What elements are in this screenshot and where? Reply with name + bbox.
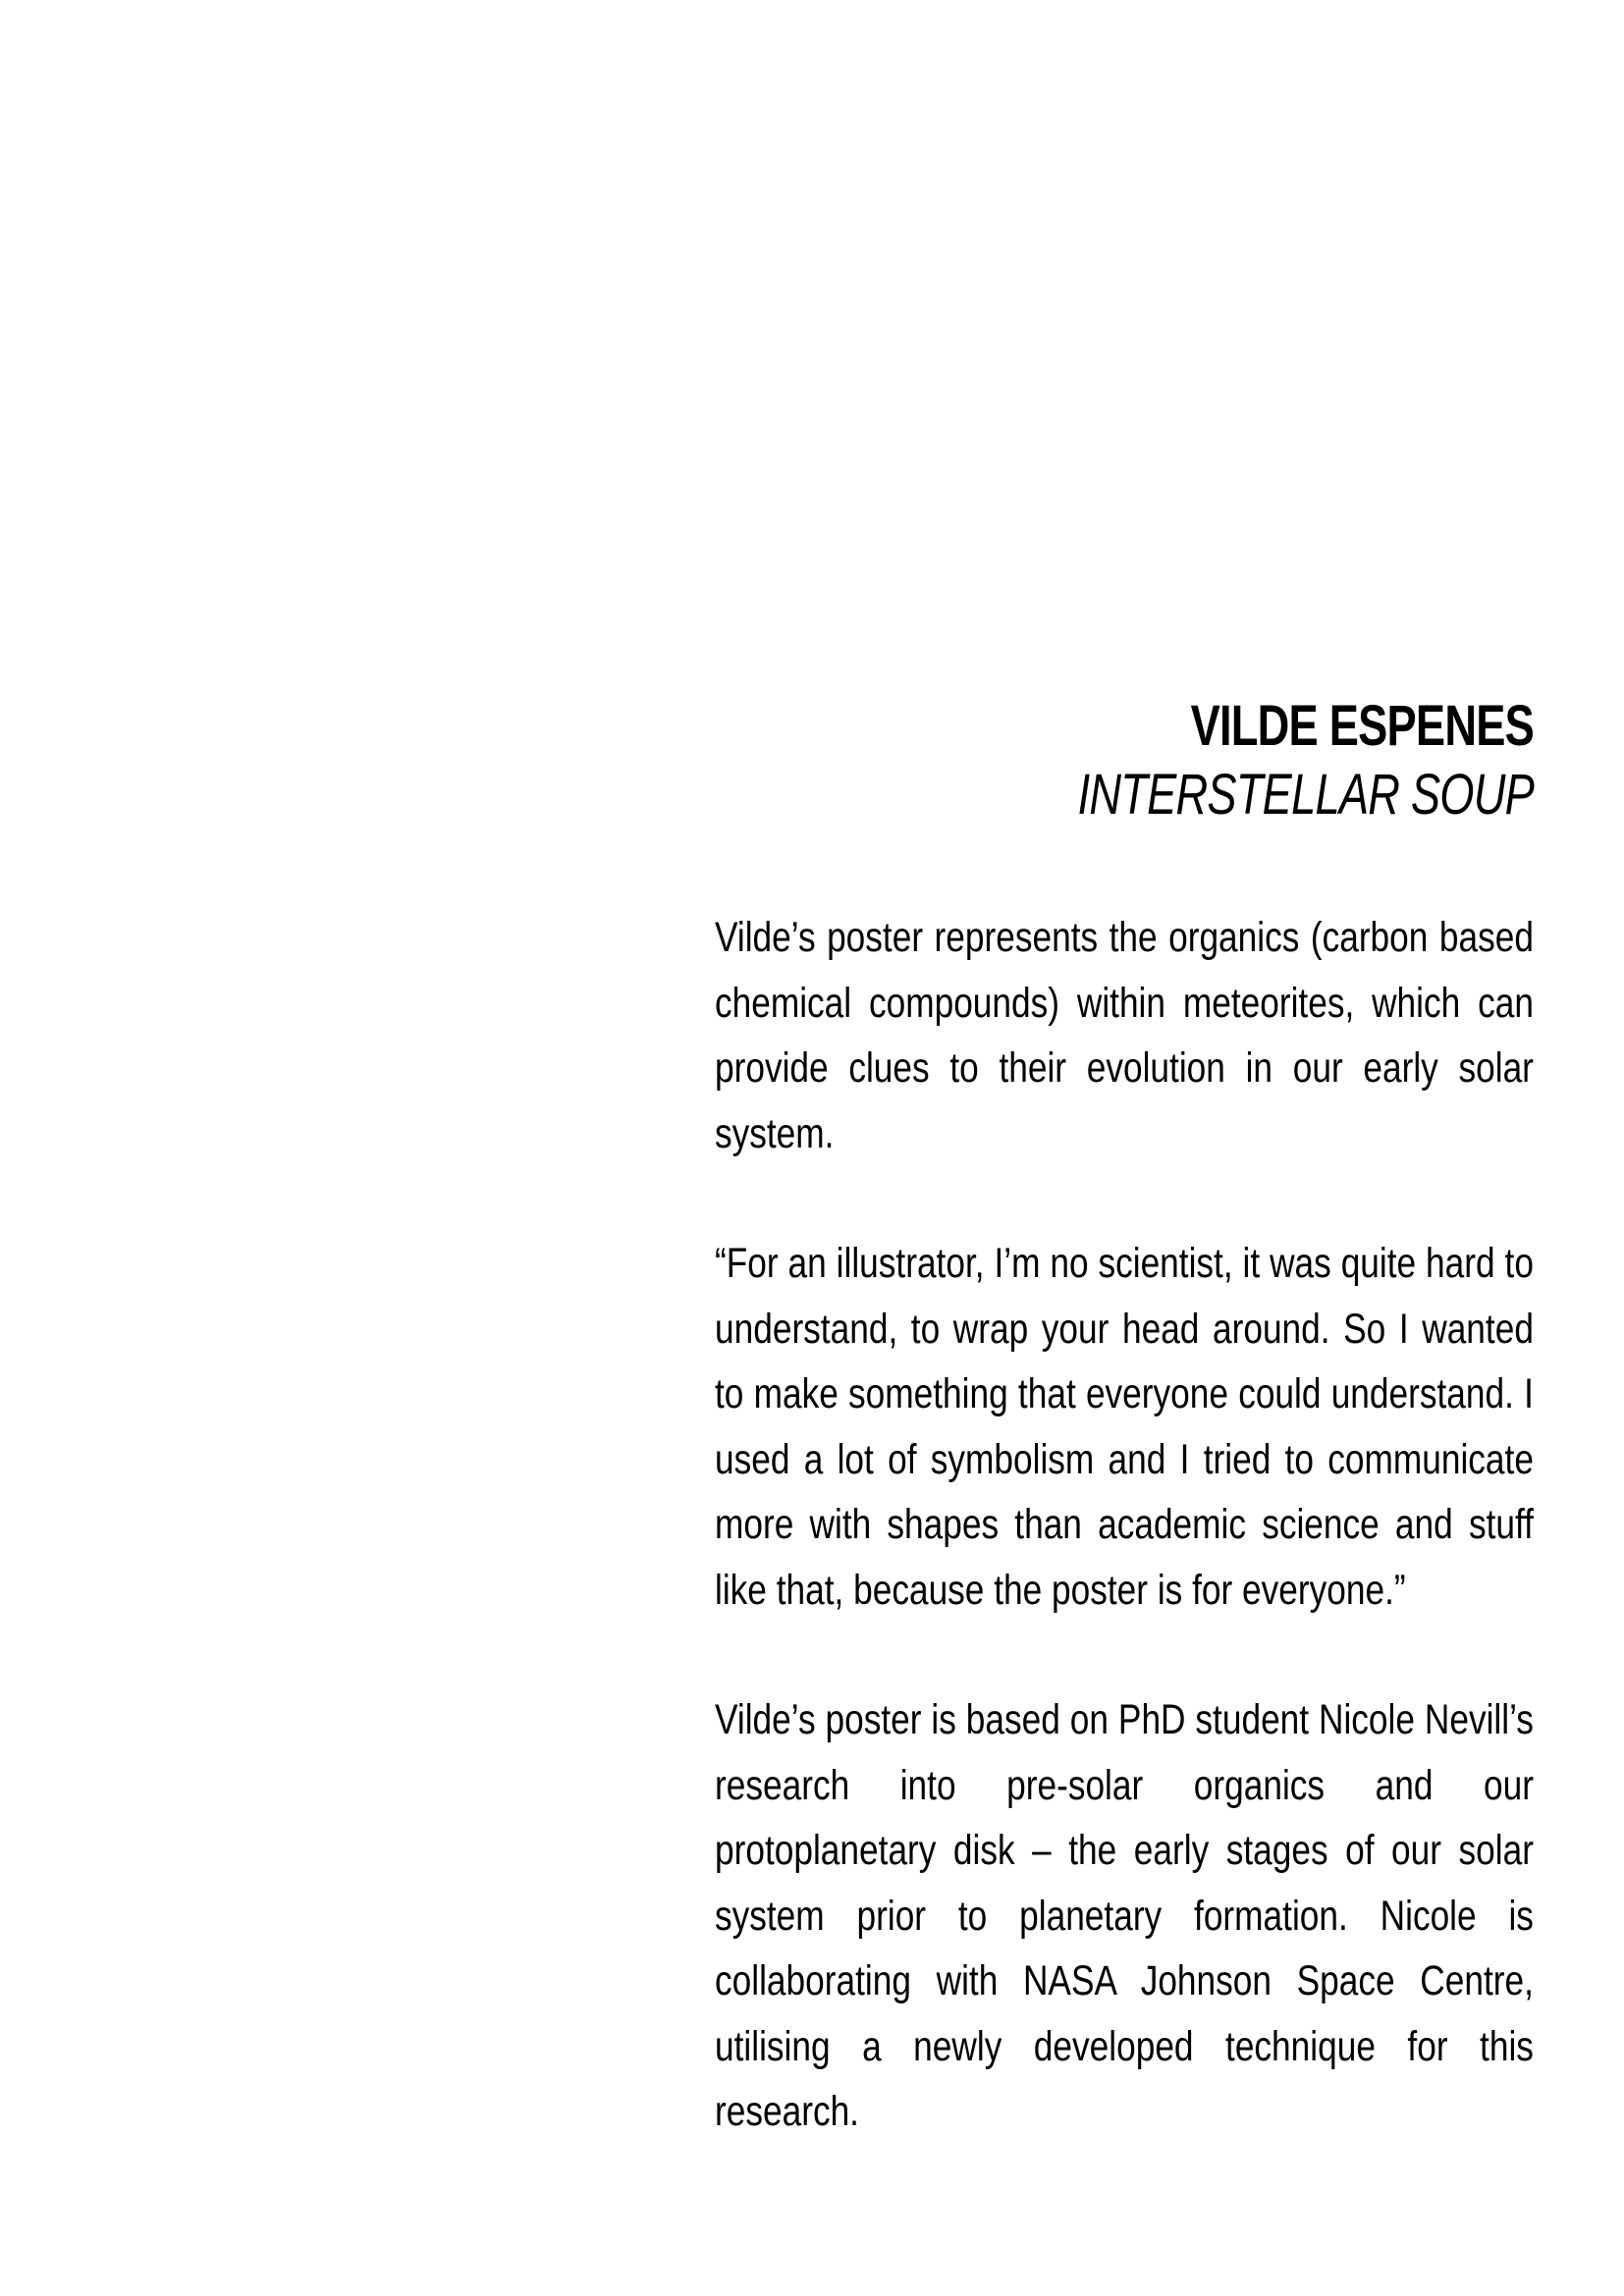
paragraph-quote: “For an illustrator, I’m no scientist, it was quite hard to understand, to wrap your head around. So I wanted to make something that everyone could understand. I used a lot of symbolism and I tried to communicate more with shapes than academic science and stuff like that, because the poster is for everyone.” [715,1240,1534,1614]
body-text [715,905,1534,2145]
header [650,692,1534,829]
work-title: INTERSTELLAR SOUP [1077,763,1534,827]
paragraph-research: Vilde’s poster is based on PhD student Nicole Nevill’s research into pre-solar organics and our protoplanetary disk – the early stages of our solar system prior to planetary formation. Nicole is collaborating with NASA Johnson Space Centre, utilising a newly developed technique for this research. [715,1696,1534,2135]
artist-name: VILDE ESPENES [1190,694,1534,758]
paragraph-intro: Vilde’s poster represents the organics (carbon based chemical compounds) within meteorites, which can provide clues to their evolution in our early solar system. [715,914,1534,1157]
